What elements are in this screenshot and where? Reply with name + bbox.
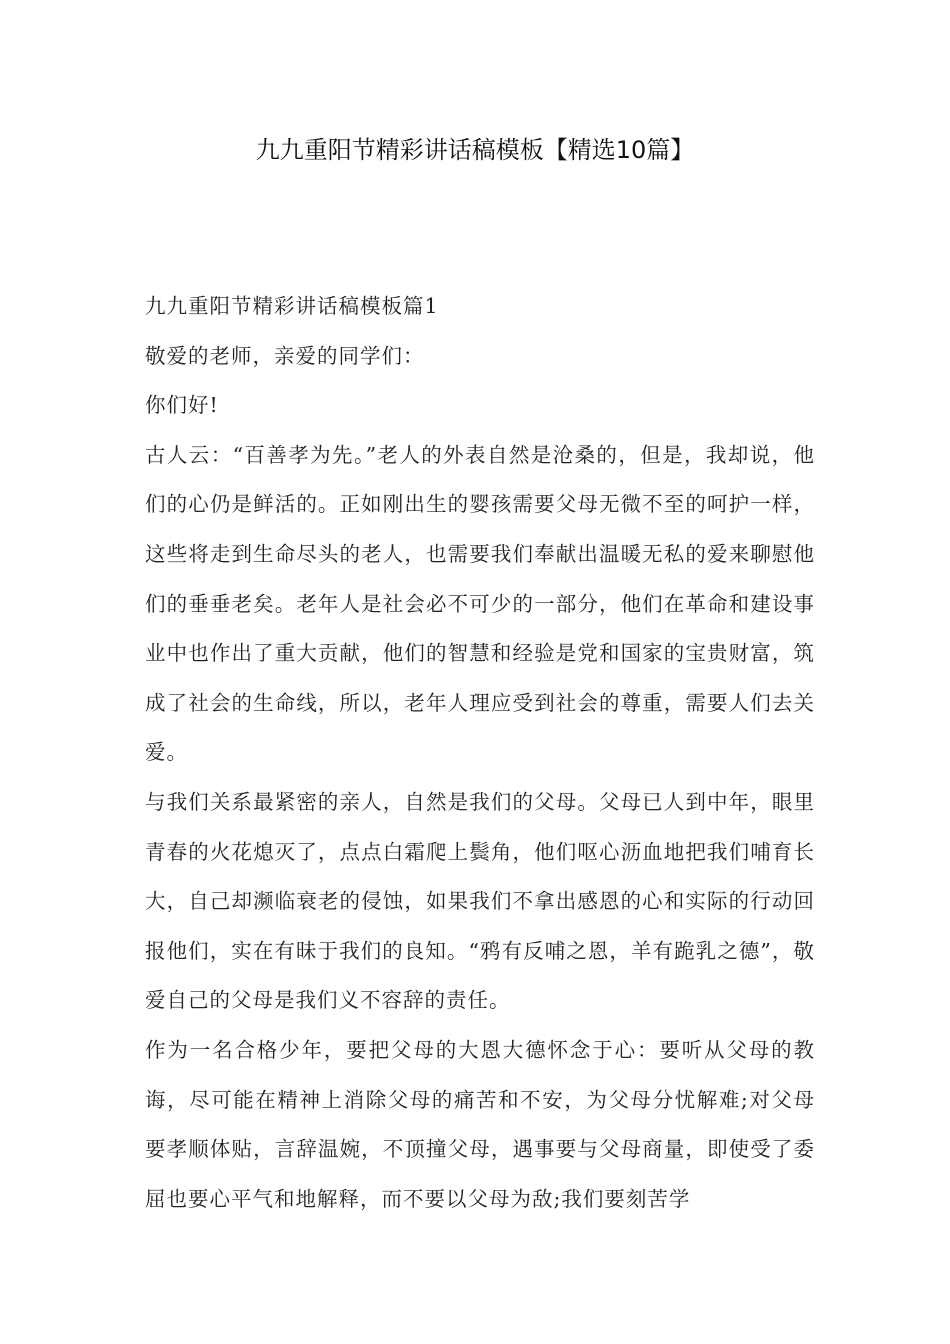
greeting: 你们好! bbox=[145, 393, 219, 418]
paragraph: 作为一名合格少年，要把父母的大恩大德怀念于心：要听从父母的教诲，尽可能在精神上消除父母的痛苦和不安，为父母分忧解难;对父母要孝顺体贴，言辞温婉，不顶撞父母，遇事要与父母商量，即使受了委屈也要心平气和地解释，而不要以父母为敌;我们要刻苦学 bbox=[145, 1037, 815, 1211]
section-heading: 九九重阳节精彩讲话稿模板篇1 bbox=[145, 294, 439, 318]
document-body bbox=[145, 282, 815, 1224]
paragraph: 与我们关系最紧密的亲人，自然是我们的父母。父母已人到中年，眼里青春的火花熄灭了，点点白霜爬上鬓角，他们呕心沥血地把我们哺育长大，自己却濒临衰老的侵蚀，如果我们不拿出感恩的心和实际的行动回报他们，实在有昧于我们的良知。“鸦有反哺之恩，羊有跪乳之德”，敬爱自己的父母是我们义不容辞的责任。 bbox=[145, 789, 815, 1013]
document-title: 九九重阳节精彩讲话稿模板【精选10篇】 bbox=[255, 136, 695, 164]
salutation: 敬爱的老师，亲爱的同学们： bbox=[145, 343, 425, 368]
paragraph: 古人云：“百善孝为先。”老人的外表自然是沧桑的，但是，我却说，他们的心仍是鲜活的。正如刚出生的婴孩需要父母无微不至的呵护一样，这些将走到生命尽头的老人，也需要我们奉献出温暖无私的爱来聊慰他们的垂垂老矣。老年人是社会必不可少的一部分，他们在革命和建设事业中也作出了重大贡献，他们的智慧和经验是党和国家的宝贵财富，筑成了社会的生命线，所以，老年人理应受到社会的尊重，需要人们去关爱。 bbox=[145, 442, 815, 765]
